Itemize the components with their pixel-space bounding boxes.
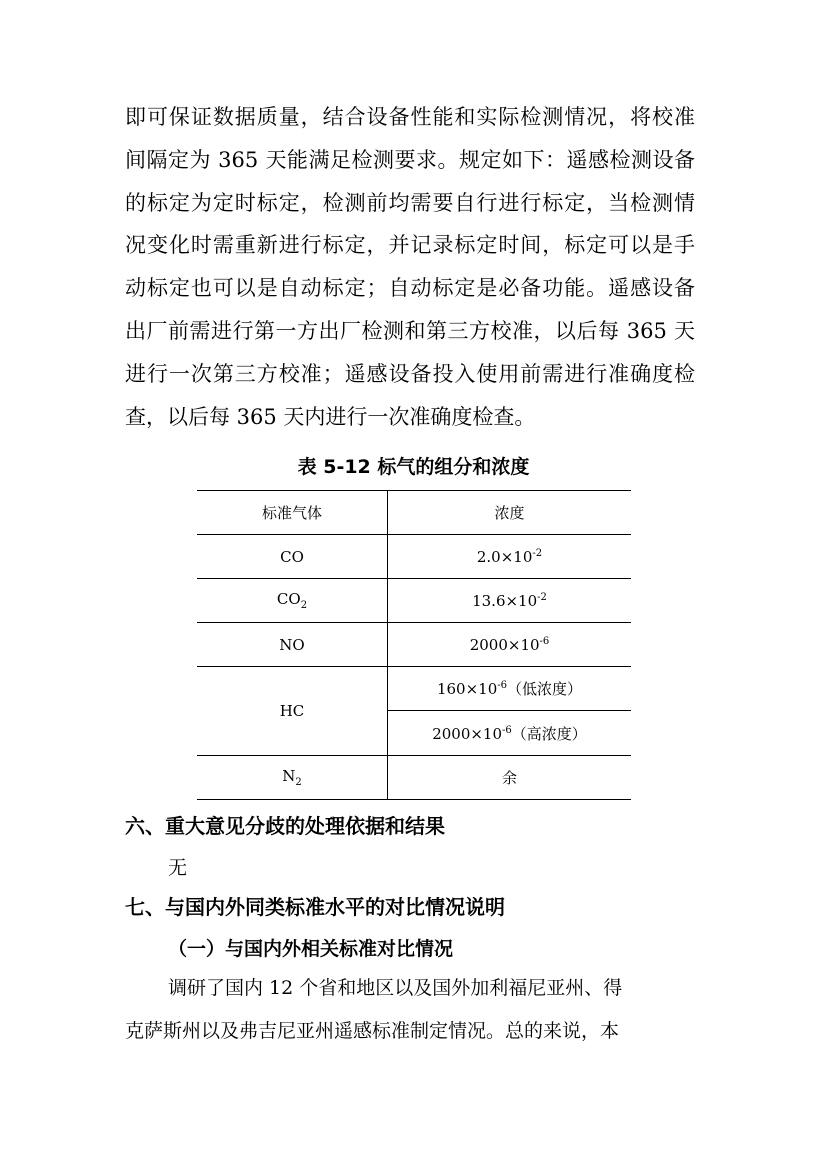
table-row xyxy=(197,667,631,711)
concentration-cell: 余 xyxy=(388,756,632,800)
paragraph-line: 动标定也可以是自动标定；自动标定是必备功能。遥感设备 xyxy=(125,276,695,301)
gas-cell: HC xyxy=(197,667,388,756)
paragraph-line: 出厂前需进行第一方出厂检测和第三方校准，以后每 365 天 xyxy=(125,318,695,343)
paragraph-line: 的标定为定时标定，检测前均需要自行进行标定，当检测情 xyxy=(125,190,695,215)
table-row xyxy=(197,579,631,623)
gas-cell: $N_2$ xyxy=(197,756,388,800)
section-7-subheading: （一）与国内外相关标准对比情况 xyxy=(168,938,454,960)
header-concentration: 浓度 xyxy=(388,491,632,535)
table-row xyxy=(197,535,631,579)
paragraph-survey xyxy=(125,967,685,1053)
gas-cell: NO xyxy=(197,623,388,667)
paragraph-calibration xyxy=(125,96,695,438)
table-row xyxy=(197,756,631,800)
table-caption: 表 5-12 标气的组分和浓度 xyxy=(297,456,530,478)
section-6-body: 无 xyxy=(168,857,188,879)
paragraph-line: 调研了国内 12 个省和地区以及国外加利福尼亚州、得 xyxy=(168,977,623,999)
section-7-heading: 七、与国内外同类标准水平的对比情况说明 xyxy=(125,895,505,919)
concentration-cell: $160\times 10^{-6}$（低浓度） xyxy=(388,667,632,711)
table-header-row xyxy=(197,491,631,535)
concentration-cell: $2000\times 10^{-6}$（高浓度） xyxy=(388,711,632,756)
header-gas: 标准气体 xyxy=(197,491,388,535)
paragraph-line: 进行一次第三方校准；遥感设备投入使用前需进行准确度检 xyxy=(125,361,695,386)
section-6-heading: 六、重大意见分歧的处理依据和结果 xyxy=(125,814,445,838)
concentration-cell: $2.0\times 10^{-2}$ xyxy=(388,535,632,579)
gas-cell: CO xyxy=(197,535,388,579)
paragraph-line: 即可保证数据质量，结合设备性能和实际检测情况，将校准 xyxy=(125,105,695,129)
paragraph-line: 克萨斯州以及弗吉尼亚州遥感标准制定情况。总的来说，本 xyxy=(125,1020,620,1042)
paragraph-line: 况变化时需重新进行标定，并记录标定时间，标定可以是手 xyxy=(125,233,695,258)
table-row xyxy=(197,623,631,667)
paragraph-line: 查，以后每 365 天内进行一次准确度检查。 xyxy=(125,404,536,429)
concentration-cell: $2000\times 10^{-6}$ xyxy=(388,623,632,667)
paragraph-line: 间隔定为 365 天能满足检测要求。规定如下：遥感检测设备 xyxy=(125,147,695,172)
gas-cell: $CO_2$ xyxy=(197,579,388,623)
concentration-cell: $13.6\times 10^{-2}$ xyxy=(388,579,632,623)
gas-concentration-table xyxy=(197,490,631,800)
